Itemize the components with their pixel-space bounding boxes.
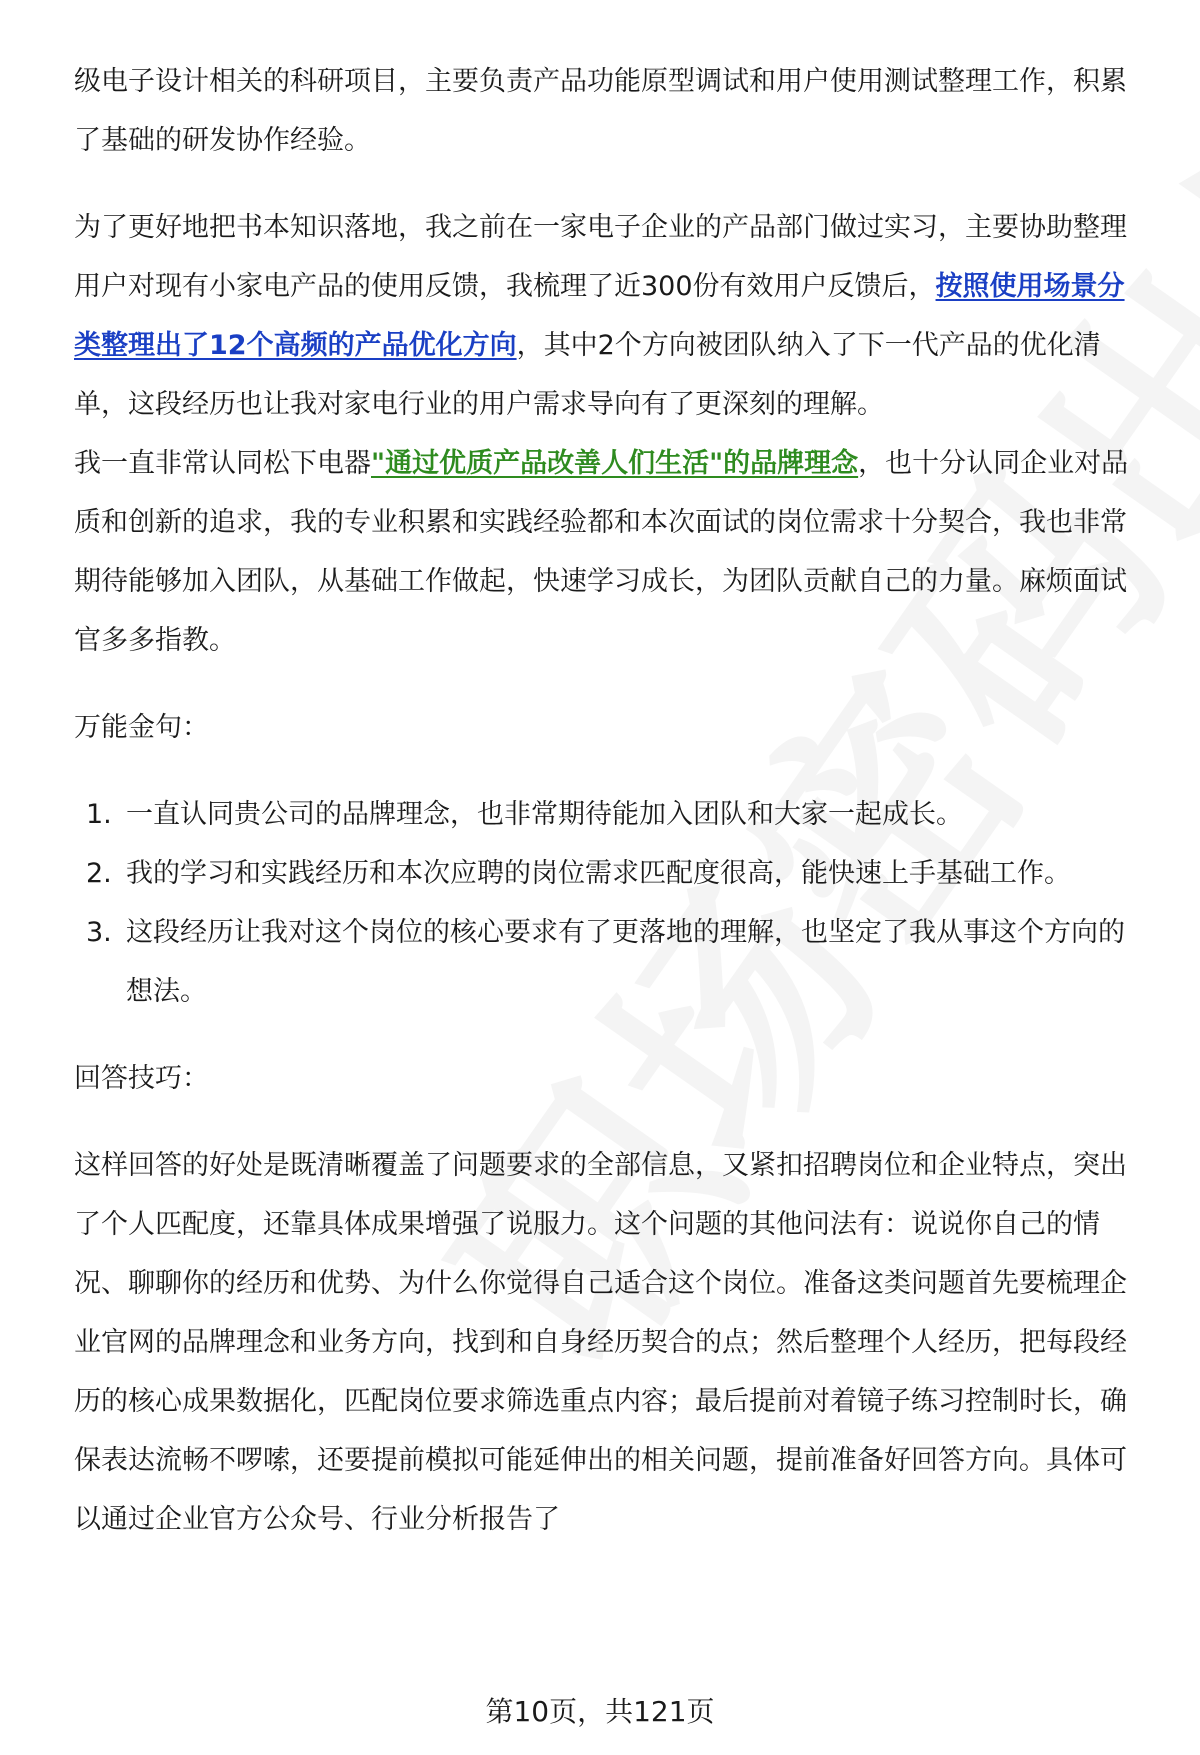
list-item-number: 3.	[86, 917, 112, 948]
paragraph-internship-text-a: 为了更好地把书本知识落地，我之前在一家电子企业的产品部门做过实习，主要协助整理用户对现有小家电产品的使用反馈，我梳理了近300份有效用户反馈后，	[74, 212, 1127, 302]
internship-highlight: 按照使用场景分类整理出了12个高频的产品优化方向	[74, 271, 1125, 361]
paragraph-brand-text-b: ，也十分认同企业对品质和创新的追求，我的专业积累和实践经验都和本次面试的岗位需求十分契合，我也非常期待能够加入团队，从基础工作做起，快速学习成长，为团队贡献自己的力量。麻烦面试官多多指教。	[74, 448, 1129, 656]
list-item-number: 2.	[86, 858, 112, 889]
paragraph-internship	[74, 198, 1144, 434]
document-page	[74, 52, 1144, 1549]
page-number: 第10页，共121页	[485, 1695, 715, 1728]
list-item	[74, 844, 1144, 903]
paragraph-research: 级电子设计相关的科研项目，主要负责产品功能原型调试和用户使用测试整理工作，积累了基础的研发协作经验。	[74, 66, 1127, 156]
list-item-number: 1.	[86, 799, 112, 830]
paragraph-internship-text-b: ，其中2个方向被团队纳入了下一代产品的优化清单，这段经历也让我对家电行业的用户需求导向有了更深刻的理解。	[74, 330, 1101, 420]
paragraph-brand	[74, 434, 1144, 670]
golden-sentences-list	[74, 785, 1144, 1021]
list-item-text: 一直认同贵公司的品牌理念，也非常期待能加入团队和大家一起成长。	[126, 799, 963, 830]
tips-paragraph: 这样回答的好处是既清晰覆盖了问题要求的全部信息，又紧扣招聘岗位和企业特点，突出了个人匹配度，还靠具体成果增强了说服力。这个问题的其他问法有：说说你自己的情况、聊聊你的经历和优势、为什么你觉得自己适合这个岗位。准备这类问题首先要梳理企业官网的品牌理念和业务方向，找到和自身经历契合的点；然后整理个人经历，把每段经历的核心成果数据化，匹配岗位要求筛选重点内容；最后提前对着镜子练习控制时长，确保表达流畅不啰嗦，还要提前模拟可能延伸出的相关问题，提前准备好回答方向。具体可以通过企业官方公众号、行业分析报告了	[74, 1150, 1127, 1535]
list-item-text: 这段经历让我对这个岗位的核心要求有了更落地的理解，也坚定了我从事这个方向的想法。	[126, 917, 1125, 1007]
tips-heading: 回答技巧：	[74, 1063, 209, 1094]
brand-highlight: "通过优质产品改善人们生活"的品牌理念	[371, 448, 859, 479]
list-item-text: 我的学习和实践经历和本次应聘的岗位需求匹配度很高，能快速上手基础工作。	[126, 858, 1071, 889]
list-item	[74, 903, 1144, 1021]
list-item	[74, 785, 1144, 844]
paragraph-brand-text-a: 我一直非常认同松下电器	[74, 448, 371, 479]
golden-sentences-heading: 万能金句：	[74, 712, 209, 743]
